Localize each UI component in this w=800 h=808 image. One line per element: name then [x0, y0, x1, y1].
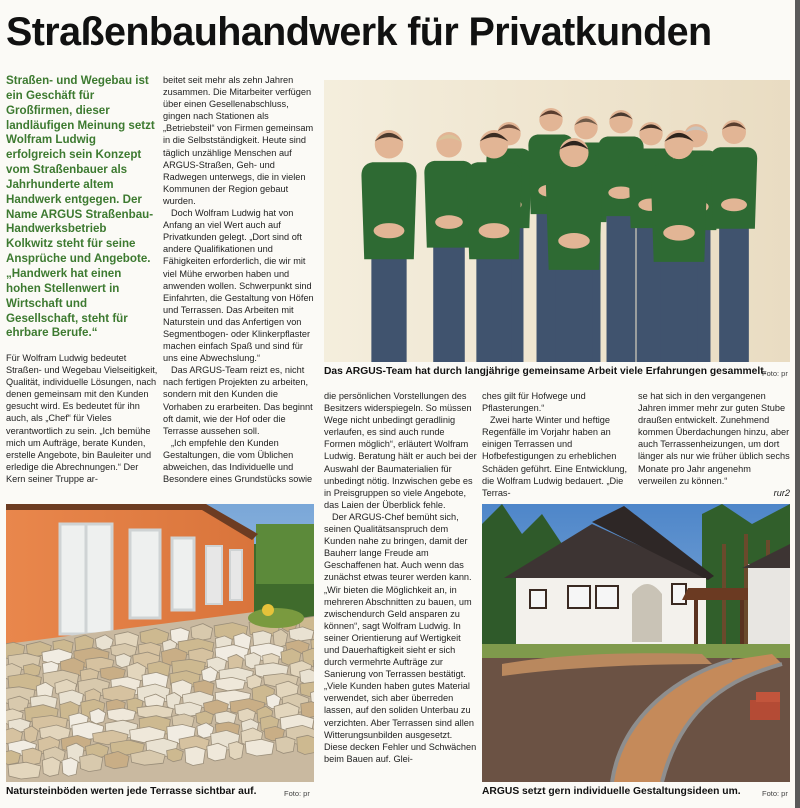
- column-paragraph: Das ARGUS-Team reizt es, nicht nach fertigen Projekten zu arbeiten, sondern mit den Kunden die Vorhaben zu erarbeiten. Das beginnt oft damit, wie der Hof oder die Terrasse aussehen soll.: [163, 365, 313, 436]
- headline: Straßenbauhandwerk für Privatkunden: [6, 10, 712, 54]
- article-column-4: [482, 390, 632, 499]
- lead-paragraph: [6, 74, 156, 341]
- author-signature: [638, 487, 790, 499]
- lead-text: Straßen- und Wegebau ist ein Geschäft für Großfirmen, dieser landläufigen Meinung setzt Wolfram Ludwig erfolgreich sein Konzept vom Straßenbauer als Jahrhunderte altem Handwerk entgegen. Der Name ARGUS Straßenbau-Handwerksbetrieb Kolkwitz steht für seine Ansprüche und Angebote.: [6, 74, 155, 266]
- team-photo-credit: Foto: pr: [762, 369, 788, 378]
- signature-text: rur2: [773, 487, 790, 498]
- house-photo-caption: ARGUS setzt gern individuelle Gestaltungsideen um.: [482, 786, 741, 797]
- terrace-photo: [6, 504, 314, 782]
- page-edge-rule: [795, 0, 800, 808]
- column-paragraph: ches gilt für Hofwege und Pflasterungen.“: [482, 391, 586, 414]
- team-photo-image: [324, 80, 790, 362]
- article-column-5: [638, 390, 790, 499]
- terrace-photo-caption: Natursteinböden werten jede Terrasse sichtbar auf.: [6, 786, 257, 797]
- column-paragraph: die persönlichen Vorstellungen des Besitzers widerspiegeln. So müssen Wege nicht unbedingt geradlinig verlaufen, es sind auch runde Formen möglich“, erläutert Wolfram Ludwig. Beratung hält er auch bei der Auswahl der Baumaterialien für unbedingt nötig. Inzwischen gebe es in Preisgruppen so viele Angebote, das Laien der Überblick fehle.: [324, 391, 477, 510]
- team-photo: [324, 80, 790, 362]
- column-paragraph: Zwei harte Winter und heftige Regenfälle im Vorjahr haben an einigen Terrassen und Hofbefestigungen zu erheblichen Schäden geführt. Eine Entwicklung, die Wolfram Ludwig bedauert. „Die Terras-: [482, 415, 628, 498]
- house-photo-credit: Foto: pr: [762, 789, 788, 798]
- column-paragraph: se hat sich in den vergangenen Jahren immer mehr zur guten Stube draußen entwickelt. Zunehmend kommen Überdachungen hinzu, aber auch Terrassenheizungen, um dort länger als nur wie früher üblich sechs Monate pro Jahr angenehm verweilen zu können.“: [638, 391, 790, 486]
- article-column-3: [324, 390, 477, 765]
- column-paragraph: beitet seit mehr als zehn Jahren zusammen. Die Mitarbeiter verfügen über einen Gesellenabschluss, gingen nach Stationen als „Betriebsteil“ von Firmen gemeinsam in die Selbstständigkeit. Heute sind täglich unzählige Menschen auf ARGUS-Straßen, Geh- und Radwegen unterwegs, die in vielen Kommunen der Region gebaut wurden.: [163, 75, 314, 206]
- lead-quote: „Handwerk hat einen hohen Stellenwert in Wirtschaft und Gesellschaft, steht für ehrbare Berufe.“: [6, 266, 128, 340]
- article-column-2: [163, 74, 318, 485]
- column-paragraph: Für Wolfram Ludwig bedeutet Straßen- und Wegebau Vielseitigkeit, Qualität, individuelle Lösungen, nach denen gemeinsam mit den Kunden gesucht wird. Es bedeutet für ihn auch, als „Chef“ für Vieles verantwortlich zu sein. „Ich bemühe mich um Aufträge, berate Kunden, erstelle Angebote, bin Bauleiter und erledige die Abrechnungen.“ Der Kern seiner Truppe ar-: [6, 353, 158, 484]
- column-paragraph: „Ich empfehle den Kunden Gestaltungen, die vom Üblichen abweichen, das Individuelle und Besondere eines Grundstücks sowie: [163, 437, 313, 485]
- column-paragraph: Doch Wolfram Ludwig hat von Anfang an viel Wert auch auf Privatkunden gelegt. „Dort sind oft andere Qualifikationen und Fähigkeiten erforderlich, die wir mit viel Mühe erworben haben und anwenden wollen. Schwerpunkt sind Einfahrten, die Gestaltung von Höfen und Terrassen. Das Arbeiten mit Naturstein und das Anfertigen von Segmentbogen- oder Klinkerpflaster machen einfach Spaß und sind für uns eine Abwechslung.“: [163, 208, 314, 364]
- terrace-photo-image: [6, 504, 314, 782]
- article-column-1: [6, 352, 158, 485]
- house-photo-image: [482, 504, 790, 782]
- house-photo: [482, 504, 790, 782]
- team-photo-caption: Das ARGUS-Team hat durch langjährige gemeinsame Arbeit viele Erfahrungen gesammelt.: [324, 366, 767, 377]
- terrace-photo-credit: Foto: pr: [284, 789, 310, 798]
- column-paragraph: Der ARGUS-Chef bemüht sich, seinen Qualitätsanspruch dem Kunden nahe zu bringen, damit der Bauherr lange Freude am Geschaffenen hat. Auch wenn das zunächst etwas teurer werden kann. „Wir bieten die Möglichkeit an, in mehreren Abschnitten zu bauen, um zwischendurch Geld ansparen zu können“, sagt Wolfram Ludwig. In seiner Orientierung auf Wertigkeit und Dauerhaftigkeit sieht er sich durch vermehrte Aufträge zur Sanierung von Terrassen bestätigt. „Viele Kunden haben gutes Material verwendet, sich aber überreden lassen, auf den soliden Unterbau zu verzichten. Aber Terrassen sind allen Witterungsunbilden ausgesetzt. Diese decken Fehler und Schwächen beim Bauen auf. Glei-: [324, 511, 477, 764]
